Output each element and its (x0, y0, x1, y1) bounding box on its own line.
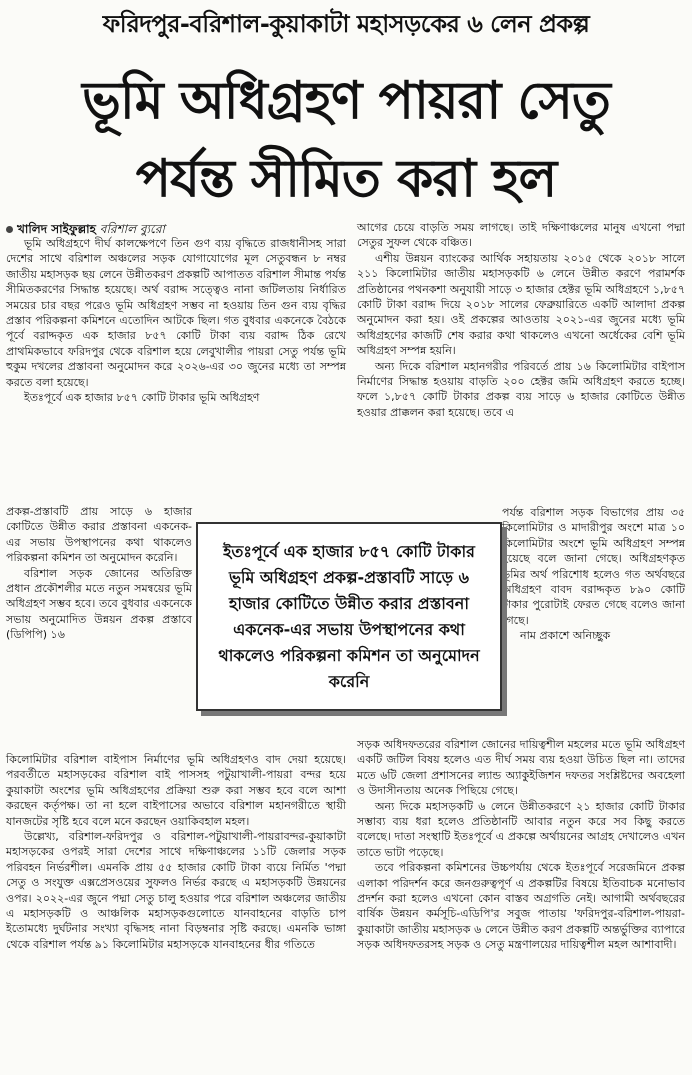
paragraph: প্রকল্প-প্রস্তাবটি প্রায় সাড়ে ৬ হাজার কোটিতে উন্নীত করার প্রস্তাবনা একনেক-এর সভায় উপস্থাপনের কথা থাকলেও পরিকল্পনা কমিশন তা অনুমোদন করেনি। (6, 505, 192, 565)
main-headline (0, 62, 692, 218)
paragraph: সড়ক অধিদফতরের বরিশাল জোনের দায়িত্বশীল মহলের মতে ভূমি অধিগ্রহণ একটি জটিল বিষয় হলেও এত দীর্ঘ সময় ব্যয় হওয়া উচিত ছিল না। তাদের মতে ৬টি জেলা প্রশাসনের ল্যান্ড অ্যাকুইজিশন দফতর সংশ্লিষ্টদের অবহেলা ও উদাসীনতায় অনেক পিছিয়ে গেছে। (357, 738, 685, 798)
paragraph: অন্য দিকে বরিশাল মহানগরীর পরিবর্তে প্রায় ১৬ কিলোমিটার বাইপাস নির্মাণের সিদ্ধান্ত হওয়ায় বাড়তি ২০০ হেক্টর জমি অধিগ্রহণ করতে হচ্ছে। ফলে ১,৮৫৭ কোটি টাকার প্রকল্প ব্যয় সাড়ে ৬ হাজার কোটিতে উন্নীত হওয়ার প্রাক্কলন করা হয়েছে। তবে এ (357, 359, 685, 419)
paragraph: নাম প্রকাশে অনিচ্ছুক (520, 629, 611, 643)
bullet-icon (6, 226, 13, 233)
bureau-name: বরিশাল ব্যুরো (99, 222, 165, 236)
paragraph: আগের চেয়ে বাড়তি সময় লাগছে। তাই দক্ষিণাঞ্চলের মানুষ এখনো পদ্মা সেতুর সুফল থেকে বঞ্চিত। (357, 221, 685, 250)
left-column-mid (6, 504, 192, 643)
paragraph: তবে পরিকল্পনা কমিশনের উচ্চপর্যায় থেকে ইতঃপূর্বে সরেজমিনে প্রকল্প এলাকা পরিদর্শন করে জনগুরুত্বপূর্ণ এ প্রকল্পটির বিষয়ে ইতিবাচক মনোভাব প্রদর্শন করা হলেও এখনো কোন বাস্তব অগ্রগতি নেই। আগামী অর্থবছরের বার্ষিক উন্নয়ন কর্মসূচি-এডিপি'র সবুজ পাতায় 'ফরিদপুর-বরিশাল-পায়রা-কুয়াকাটা জাতীয় মহাসড়ক ৬ লেনে উন্নীত করণ প্রকল্পটি অন্তর্ভুক্তির ব্যাপারে সড়ক অধিদফতরসহ সড়ক ও সেতু মন্ত্রণালয়ের দায়িত্বশীল মহল আশাবাদী। (357, 861, 685, 952)
headline-line-1: ভূমি অধিগ্রহণ পায়রা সেতু (82, 71, 610, 131)
paragraph: পর্যন্ত বরিশাল সড়ক বিভাগের প্রায় ৩৫ কিলোমিটার ও মাদারীপুর অংশে মাত্র ১০ কিলোমিটার অংশে ভূমি অধিগ্রহণ সম্পন্ন হয়েছে বলে জানা গেছে। অধিগ্রহণকৃত ভূমির অর্থ পরিশোধ হলেও গত অর্থবছরে অধিগ্রহণ বাবদ বরাদ্দকৃত ৮৯০ কোটি টাকার পুরোটাই ফেরত গেছে বলেও জানা গেছে। (502, 506, 685, 627)
paragraph: কিলোমিটার বরিশাল বাইপাস নির্মাণের ভূমি অধিগ্রহণও বাদ দেয়া হয়েছে। পরবর্তীতে মহাসড়কের বরিশাল বাই পাসসহ পটুয়াখালী-পায়রা বন্দর হয়ে কুয়াকাটা অংশের ভূমি অধিগ্রহণের প্রক্রিয়া শুরু করা সম্ভব হবে বলে আশা করছেন কর্তৃপক্ষ। তা না হলে বাইপাসের অভাবে বরিশাল মহানগরীতে স্থায়ী যানজটের সৃষ্টি হবে বলে মনে করছেন ওয়াকিবহাল মহল। (6, 753, 346, 828)
paragraph: ইতঃপূর্বে এক হাজার ৮৫৭ কোটি টাকার ভূমি অধিগ্রহণ (24, 391, 260, 405)
left-column-bottom (6, 752, 346, 952)
paragraph: এশীয় উন্নয়ন ব্যাংকের আর্থিক সহায়তায় ২০১৫ থেকে ২০১৮ সালে ২১১ কিলোমিটার জাতীয় মহাসড়কটি ৬ লেনে উন্নীত করণে পরামর্শক প্রতিষ্ঠানের পথনকশা অনুযায়ী সাড়ে ৩ হাজার হেক্টর ভূমি অধিগ্রহণে ১,৮৫৭ কোটি টাকা বরাদ্দ দিয়ে ২০১৮ সালের ফেব্রুয়ারিতে একটি আলাদা প্রকল্প অনুমোদন করা হয়। ওই প্রকল্পের আওতায় ২০২১-এর জুনের মধ্যে ভূমি অধিগ্রহণের কাজটি শেষ করার কথা থাকলেও এখনো অর্ধেকের বেশি ভূমি অধিগ্রহণ সম্পন্ন হয়নি। (357, 251, 685, 358)
paragraph: ভূমি অধিগ্রহণে দীর্ঘ কালক্ষেপণে তিন গুণ ব্যয় বৃদ্ধিতে রাজধানীসহ সারা দেশের সাথে বরিশাল অঞ্চলের সড়ক যোগাযোগের মূল সেতুবন্ধন ৮ নম্বর জাতীয় মহাসড়ক ছয় লেনে উন্নীতকরণ প্রকল্পটি আপাতত বরিশাল সীমান্ত পর্যন্ত সীমিতকরণের সিদ্ধান্ত হয়েছে। অর্থ বরাদ্দ সত্ত্বেও নানা জটিলতায় নির্ধারিত সময়ের চার বছর পরেও ভূমি অধিগ্রহণ সম্ভব না হওয়ায় তিন গুন ব্যয় বৃদ্ধির প্রস্তাব পরিকল্পনা কমিশনে এতোদিন আটকে ছিল। গত বুধবার একনেকে বৈঠকে পূর্বে বরাদ্দকৃত এক হাজার ৮৫৭ কোটি টাকা ব্যয় বরাদ্দ ঠিক রেখে প্রাথমিকভাবে ফরিদপুর থেকে বরিশাল হয়ে লেবুখালীর পায়রা সেতু পর্যন্ত ভূমি হুকুম দখলের প্রস্তাবনা অনুমোদন করে ২০২৬-এর ৩০ জুনের মধ্যে তা সম্পন্ন করতে বলা হয়েছে। (6, 237, 346, 389)
paragraph: অন্য দিকে মহাসড়কটি ৬ লেনে উন্নীতকরণে ২১ হাজার কোটি টাকার সম্ভাব্য ব্যয় ধরা হলেও প্রতিষ্ঠানটি আবার নতুন করে সব কিছু করতে বলেছে। দাতা সংস্থাটি ইতঃপূর্বে এ প্রকল্পে অর্থায়নের আগ্রহ দেখালেও এখন তাতে ভাটা পড়েছে। (357, 799, 685, 859)
pull-quote-box (196, 522, 502, 711)
left-column-top (6, 236, 346, 405)
headline-line-2: পর্যন্ত সীমিত করা হল (135, 149, 557, 209)
right-column-top (357, 220, 685, 420)
right-column-bottom (357, 737, 685, 953)
author-name: খালিদ সাইফুল্লাহ (17, 222, 96, 236)
right-column-mid (502, 505, 685, 644)
kicker-headline: ফরিদপুর-বরিশাল-কুয়াকাটা মহাসড়কের ৬ লেন প্রকল্প (102, 10, 590, 38)
paragraph: বরিশাল সড়ক জোনের অতিরিক্ত প্রধান প্রকৌশলীর মতে নতুন সমন্বয়ের ভূমি অধিগ্রহণ সম্ভব হবে। তবে বুধবার একনেকে সভায় অনুমোদিত উন্নয়ন প্রকল্প প্রস্তাবে (ডিপিপি) ১৬ (6, 566, 192, 642)
paragraph: উল্লেখ্য, বরিশাল-ফরিদপুর ও বরিশাল-পটুয়াখালী-পায়রাবন্দর-কুয়াকাটা মহাসড়কের ওপরই সারা দেশের সাথে দক্ষিণাঞ্চলের ১১টি জেলার সড়ক পরিবহন নির্ভরশীল। এমনকি প্রায় ৫৫ হাজার কোটি টাকা ব্যয়ে নির্মিত 'পদ্মা সেতু ও সংযুক্ত এক্সপ্রেসওয়ের সুফলও নির্ভর করছে এ মহাসড়কটি উন্নয়নের ওপর। ২০২২-এর জুনে পদ্মা সেতু চালু হওয়ার পরে বরিশাল অঞ্চলের জাতীয় এ মহাসড়কটি ও আঞ্চলিক মহাসড়কগুলোতে যানবাহনের বাড়তি চাপ ইতোমধ্যে দুর্ঘটনার সংখ্যা বৃদ্ধিসহ নানা বিড়ম্বনার সৃষ্টি করছে। এমনকি ভাঙ্গা থেকে বরিশাল পর্যন্ত ৯১ কিলোমিটার মহাসড়কে যানবাহনের ধীর গতিতে (6, 830, 346, 951)
pull-quote-text: ইতঃপূর্বে এক হাজার ৮৫৭ কোটি টাকার ভূমি অধিগ্রহণ প্রকল্প-প্রস্তাবটি সাড়ে ৬ হাজার কোটিতে উন্নীত করার প্রস্তাবনা একনেক-এর সভায় উপস্থাপনের কথা থাকলেও পরিকল্পনা কমিশন তা অনুমোদন করেনি (218, 541, 480, 691)
